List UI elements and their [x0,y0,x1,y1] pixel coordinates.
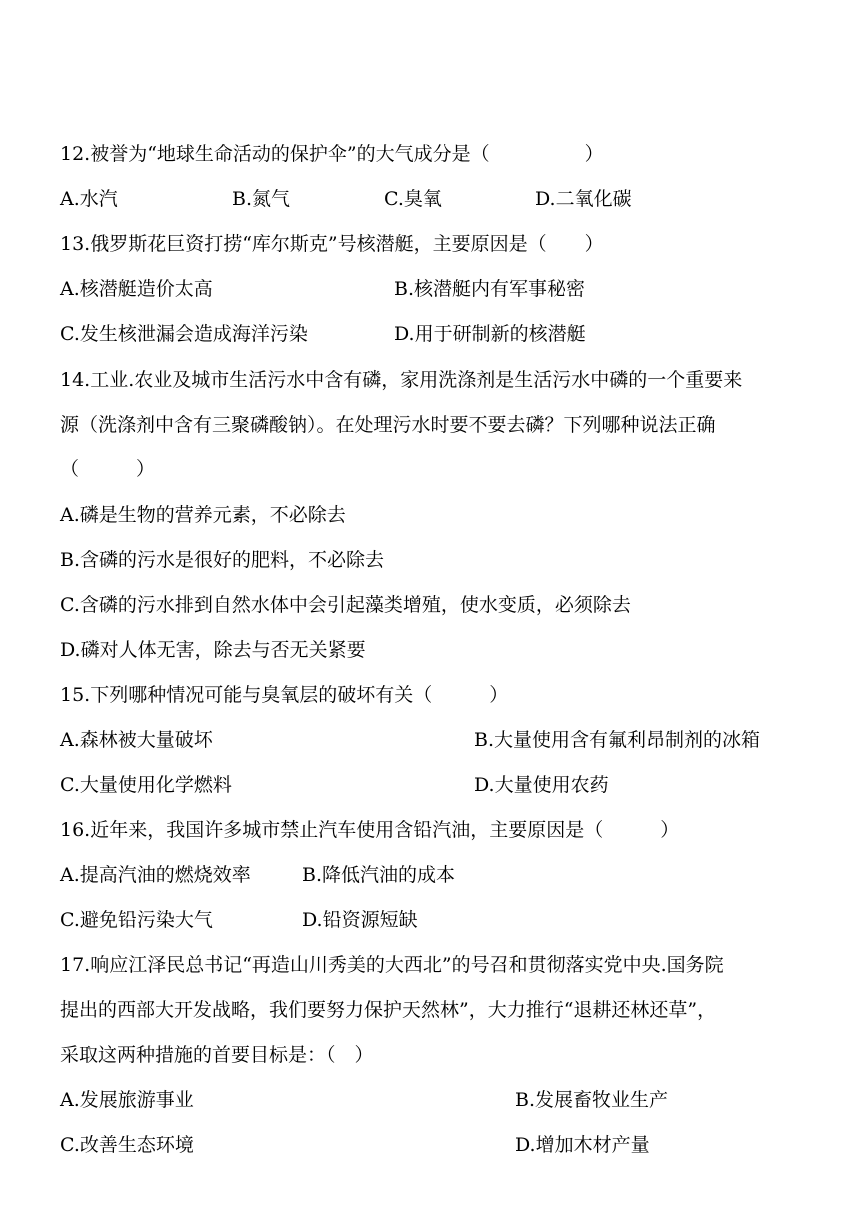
question-15-option-c: C.大量使用化学燃料 [60,774,232,796]
question-13-stem [60,230,820,258]
question-14-option-b: B.含磷的污水是很好的肥料，不必除去 [60,549,385,571]
question-15-option-b: B.大量使用含有氟利昂制剂的冰箱 [474,729,761,751]
question-14-option-d: D.磷对人体无害，除去与否无关紧要 [60,639,366,661]
question-13-option-a: A.核潜艇造价太高 [60,278,213,300]
question-17-line-2: 提出的西部大开发战略，我们要努力保护天然林”，大力推行“退耕还林还草”， [60,999,717,1021]
question-16-option-b: B.降低汽油的成本 [302,864,456,886]
question-15-stem [60,681,820,709]
question-15-line-1: 15.下列哪种情况可能与臭氧层的破坏有关（ ） [60,684,509,706]
question-17-stem [60,951,820,979]
question-16-line-1: 16.近年来，我国许多城市禁止汽车使用含铅汽油，主要原因是（ ） [60,819,680,841]
question-17-option-a: A.发展旅游事业 [60,1089,194,1111]
question-17-stem-cont [60,996,820,1024]
question-13-option-d: D.用于研制新的核潜艇 [394,323,586,345]
question-12-line-1: 12.被誉为“地球生命活动的保护伞”的大气成分是（ ） [60,143,604,165]
question-12-option-a: A.水汽 [60,188,118,210]
question-13-line-1: 13.俄罗斯花巨资打捞“库尔斯克”号核潜艇，主要原因是（ ） [60,233,604,255]
question-17-line-1: 17.响应江泽民总书记“再造山川秀美的大西北”的号召和贯彻落实党中央.国务院 [60,954,724,976]
question-16-option-c: C.避免铅污染大气 [60,909,213,931]
question-15-option-a: A.森林被大量破坏 [60,729,213,751]
question-12-option-d: D.二氧化碳 [535,188,632,210]
question-14-stem [60,366,820,394]
question-14-option-a: A.磷是生物的营养元素，不必除去 [60,504,346,526]
question-14-option-c: C.含磷的污水排到自然水体中会引起藻类增殖，使水变质，必须除去 [60,594,631,616]
question-14-line-2: 源（洗涤剂中含有三聚磷酸钠）。在处理污水时要不要去磷？下列哪种说法正确 [60,414,716,436]
question-17-stem-end [60,1041,820,1069]
question-12-stem [60,140,820,168]
question-16-option-d: D.铅资源短缺 [302,909,418,931]
question-16-option-a: A.提高汽油的燃烧效率 [60,864,251,886]
question-14-line-1: 14.工业.农业及城市生活污水中含有磷，家用洗涤剂是生活污水中磷的一个重要来 [60,369,743,391]
question-15-option-d: D.大量使用农药 [474,774,609,796]
question-14-stem-cont [60,411,820,439]
question-12-option-b: B.氮气 [232,188,291,210]
question-17-option-c: C.改善生态环境 [60,1134,194,1156]
question-13-option-c: C.发生核泄漏会造成海洋污染 [60,323,308,345]
question-14-answer-blank [60,455,820,483]
question-13-option-b: B.核潜艇内有军事秘密 [394,278,586,300]
question-17-option-d: D.增加木材产量 [515,1134,650,1156]
question-16-stem [60,816,820,844]
question-17-line-3: 采取这两种措施的首要目标是：（ ） [60,1044,374,1066]
question-14-line-3: （ ） [60,458,156,480]
question-17-option-b: B.发展畜牧业生产 [515,1089,669,1111]
question-12-option-c: C.臭氧 [384,188,442,210]
